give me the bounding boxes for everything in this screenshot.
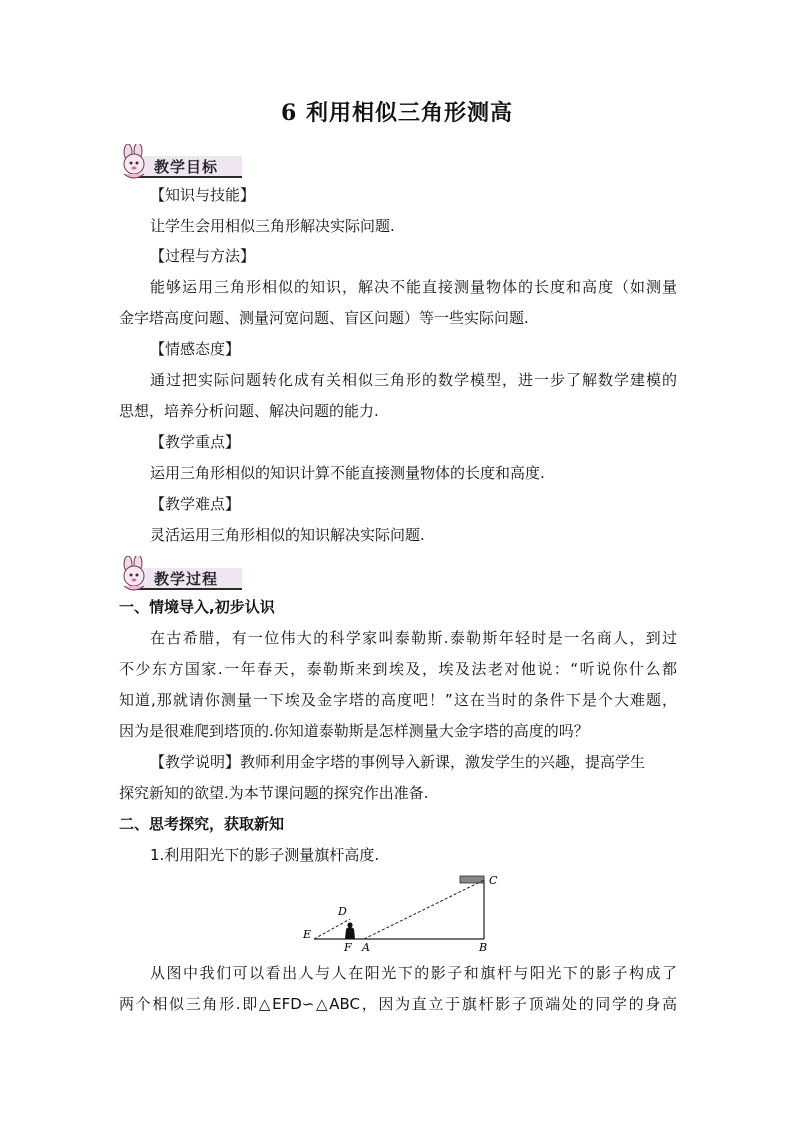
section-badge-goals xyxy=(118,144,242,180)
person-head xyxy=(347,922,352,927)
attitude-text-line1: 通过把实际问题转化成有关相似三角形的数学模型，进一步了解数学建模的 xyxy=(150,371,677,389)
method-text-line2: 金字塔高度问题、测量河宽问题、盲区问题）等一些实际问题. xyxy=(119,309,529,327)
teaching-note-line2: 探究新知的欲望.为本节课问题的探究作出准备. xyxy=(119,784,429,802)
section-badge-label: 教学过程 xyxy=(154,570,219,588)
label-f: F xyxy=(344,941,352,954)
focus-text: 运用三角形相似的知识计算不能直接测量物体的长度和高度. xyxy=(150,464,545,482)
part1-paragraph-line2: 不少东方国家.一年春天，泰勒斯来到埃及，埃及法老对他说：“听说你什么都 xyxy=(119,660,677,678)
knowledge-heading: 【知识与技能】 xyxy=(150,186,256,204)
flag-shape xyxy=(460,876,484,883)
part2-heading: 二、思考探究，获取新知 xyxy=(119,815,285,833)
sun-ray-ac xyxy=(364,880,484,939)
attitude-heading: 【情感态度】 xyxy=(150,340,241,358)
part1-heading: 一、情境导入,初步认识 xyxy=(119,598,275,616)
item1-text: 1.利用阳光下的影子测量旗杆高度. xyxy=(150,846,380,864)
after-figure-line1: 从图中我们可以看出人与人在阳光下的影子和旗杆与阳光下的影子构成了 xyxy=(150,964,677,982)
page-title: 6 利用相似三角形测高 xyxy=(281,100,513,126)
label-d: D xyxy=(338,905,347,918)
part1-paragraph-line1: 在古希腊，有一位伟大的科学家叫泰勒斯.泰勒斯年轻时是一名商人，到过 xyxy=(150,629,677,647)
part1-paragraph-line4: 因为是很难爬到塔顶的.你知道泰勒斯是怎样测量大金字塔的高度的吗？ xyxy=(119,722,589,740)
section-badge-label: 教学目标 xyxy=(154,158,219,176)
focus-heading: 【教学重点】 xyxy=(150,433,241,451)
difficulty-heading: 【教学难点】 xyxy=(150,495,241,513)
part1-paragraph-line3: 知道,那就请你测量一下埃及金字塔的高度吧！”这在当时的条件下是个大难题， xyxy=(119,691,677,709)
similar-triangles-diagram xyxy=(300,870,500,955)
method-text-line1: 能够运用三角形相似的知识，解决不能直接测量物体的长度和高度（如测量 xyxy=(150,278,677,296)
teaching-note-text: 教师利用金字塔的事例导入新课，激发学生的兴趣，提高学生 xyxy=(240,753,646,771)
label-b: B xyxy=(479,941,488,954)
difficulty-text: 灵活运用三角形相似的知识解决实际问题. xyxy=(150,526,425,544)
label-c: C xyxy=(489,874,498,887)
teaching-note-label: 【教学说明】 xyxy=(150,753,241,771)
section-badge-process xyxy=(118,556,242,592)
method-heading: 【过程与方法】 xyxy=(150,247,256,265)
teaching-note-line1 xyxy=(150,752,677,772)
knowledge-text: 让学生会用相似三角形解决实际问题. xyxy=(150,217,395,235)
label-e: E xyxy=(303,928,312,941)
person-body xyxy=(345,927,355,939)
attitude-text-line2: 思想，培养分析问题、解决问题的能力. xyxy=(119,402,379,420)
label-a: A xyxy=(362,941,370,954)
flagpole-shadow-figure xyxy=(300,870,500,955)
sun-ray-ed xyxy=(314,919,350,939)
rabbit-mascot-icon xyxy=(118,556,152,592)
rabbit-mascot-icon xyxy=(118,144,152,180)
after-figure-line2: 两个相似三角形.即△EFD∽△ABC，因为直立于旗杆影子顶端处的同学的身高 xyxy=(119,995,677,1013)
